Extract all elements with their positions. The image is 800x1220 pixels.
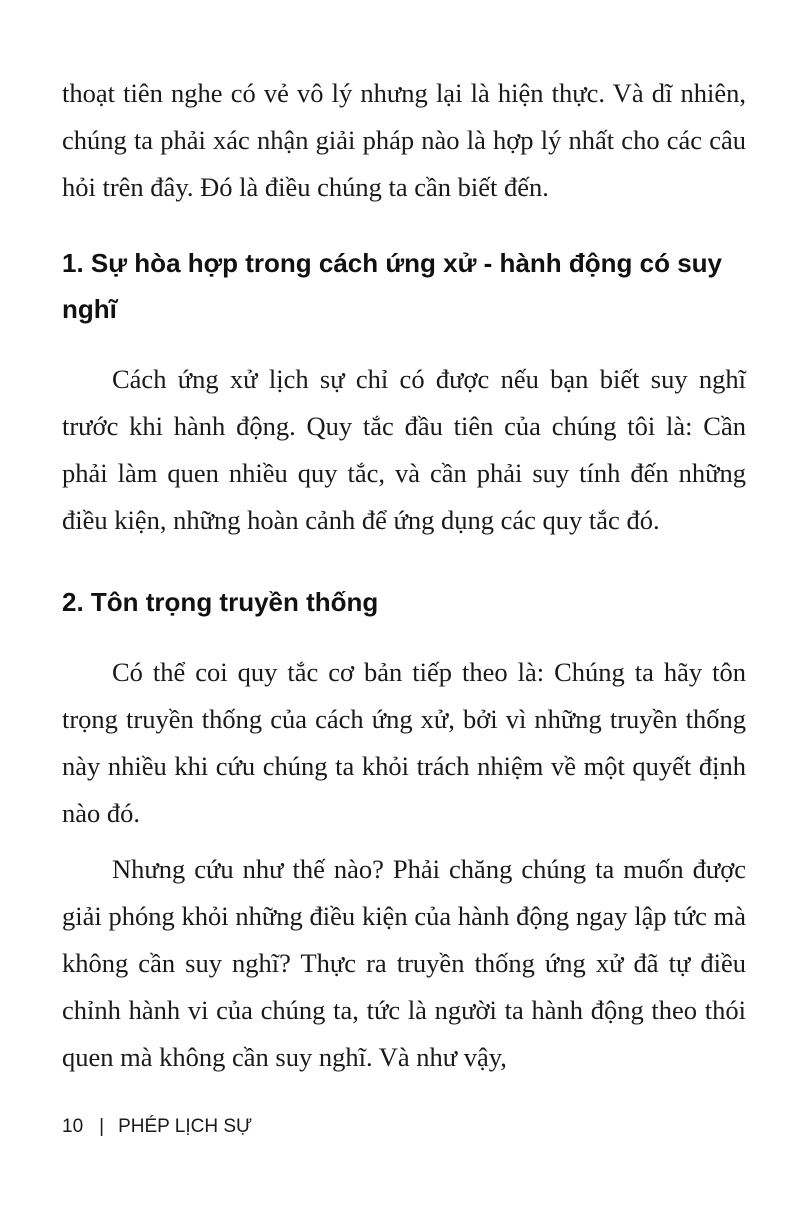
intro-paragraph: thoạt tiên nghe có vẻ vô lý nhưng lại là hiện thực. Và dĩ nhiên, chúng ta phải xác nhận giải pháp nào là hợp lý nhất cho các câu hỏi trên đây. Đó là điều chúng ta cần biết đến. — [62, 78, 746, 202]
book-title: PHÉP LỊCH SỰ — [118, 1116, 253, 1137]
section-2-heading: 2. Tôn trọng truyền thống — [62, 587, 379, 617]
page-footer — [62, 1116, 252, 1138]
section-1-heading: 1. Sự hòa hợp trong cách ứng xử - hành động có suy nghĩ — [62, 248, 723, 324]
section-2-body-1: Có thể coi quy tắc cơ bản tiếp theo là: Chúng ta hãy tôn trọng truyền thống của cách ứng xử, bởi vì những truyền thống này nhiều khi cứu chúng ta khỏi trách nhiệm về một quyết định nào đó. — [62, 657, 746, 828]
page-content — [62, 70, 746, 1081]
footer-separator: | — [99, 1116, 105, 1137]
section-2-body-2: Nhưng cứu như thế nào? Phải chăng chúng ta muốn được giải phóng khỏi những điều kiện của hành động ngay lập tức mà không cần suy nghĩ? Thực ra truyền thống ứng xử đã tự điều chỉnh hành vi của chúng ta, tức là người ta hành động theo thói quen mà không cần suy nghĩ. Và như vậy, — [62, 854, 746, 1072]
section-1-body: Cách ứng xử lịch sự chỉ có được nếu bạn biết suy nghĩ trước khi hành động. Quy tắc đầu tiên của chúng tôi là: Cần phải làm quen nhiều quy tắc, và cần phải suy tính đến những điều kiện, những hoàn cảnh để ứng dụng các quy tắc đó. — [62, 364, 746, 535]
page-number: 10 — [62, 1116, 84, 1137]
